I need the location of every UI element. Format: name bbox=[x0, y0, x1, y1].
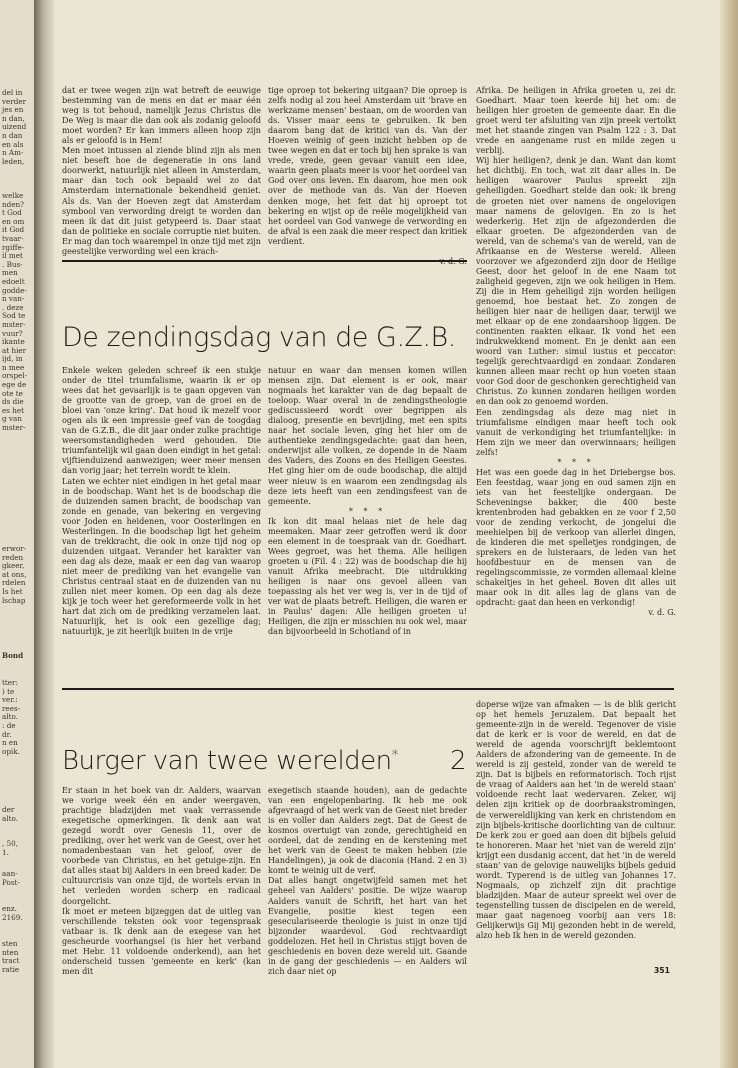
right-paragraph-2: Wij hier heiligen?, denk je dan. Want dan komt het dichtbij. En toch, wat zit daar alles in. De heiligen waarover Paulus spreekt zijn geheiligden. Goedhart stelde dan ook: ik breng de groeten niet over namens de ongelovigen maar namens de gelovigen. En zo is het wederkerig. Het zijn de afgezonderden die elkaar groeten. De afgezonderden van de wereld, van de schema's van de wereld, van de Afrikaanse en de Westerse wereld. Alleen voorzover we afgezonderd zijn door de Heilige Geest, door het geloof in de ene Naam tot zaligheid gegeven, zijn we ook heiligen in Hem. Zij die in Hem geheiligd zijn worden heiligen genoemd, hoe bestaat het. Zo zongen de heiligen hier naar de heiligen daar, terwijl we met elkaar op de ene zondaarshoop liggen. De continenten raakten elkaar. Ik vond het een indrukwekkend moment. En je denkt aan een woord van Luther: simul iustus et peccator: tegelijk gerechtvaardigd en zondaar. Zondaren kunnen alleen maar recht op hun voeten staan voor God door de geschonken gerechtigheid van Christus. Zo kunnen zondaren heiligen worden en dan ook zo genoemd worden. bbox=[476, 156, 676, 407]
left-fragment-group-10: sten nten tract ratie bbox=[2, 939, 20, 974]
zending-column-1 bbox=[62, 366, 261, 637]
left-fragment-group-2: welke nden? t God en om it God tvaar- rgiffe- il met . Bus- men edoelt godde- n van- . deze Sod te mster- vuur? ikante at hier ijd, in n mee orspel- ege de ote te ds die es het g van mster- bbox=[2, 191, 28, 433]
burger-col2-paragraph-1: exegetisch staande houden), aan de gedachte van een engelopenbaring. Ik heb me ook afgevraagd of het werk van de Geest niet breder is en voller dan Aalders zegt. Dat de Geest de kosmos overtuigt van zonde, gerechtigheid en oordeel, dat de zending en de kerstening met het werk van de Geest te maken hebben (zie Handelingen), ja ook de diaconia (Hand. 2 en 3) komt te weinig uit de verf. bbox=[268, 786, 467, 876]
right-signature: v. d. G. bbox=[648, 608, 676, 618]
zending-col1-paragraph-1: Enkele weken geleden schreef ik een stukje onder de titel triumfalisme, waarin ik er op wees dat het gevaarlijk is te gaan opgeven van de grootte van de groep, van de groei en de bloei van 'onze kring'. Dat houd ik mezelf voor ogen als ik een impressie geef van de toogdag van de G.Z.B., die dit jaar onder zulke prachtige weersomstandigheden werd gehouden. Die triumfantelijk wil gaan doen eindigt in het getal: vijftienduizend aanwezigen; weer meer mensen dan vorig jaar; het terrein wordt te klein. bbox=[62, 366, 261, 476]
left-page-fragment bbox=[0, 0, 36, 1068]
burger-footnote-mark: * bbox=[391, 747, 399, 764]
burger-column-1 bbox=[62, 786, 261, 977]
page-number: 351 bbox=[654, 966, 670, 975]
book-spine bbox=[34, 0, 54, 1068]
burger-title: Burger van twee werelden bbox=[62, 746, 392, 776]
top-col1-paragraph-2: Men moet intussen al ziende blind zijn als men niet beseft hoe de degeneratie in ons land doorwerkt, natuurlijk niet alleen in Amsterdam, maar dan toch ook bepaald wel zo dat Amsterdam internationale bekendheid geniet. Als ds. Van der Hoeven zegt dat Amsterdam symbool van verwording dreigt te worden dan meen ik dat dit juist getypeerd is. Daar staat dan de politieke en sociale corruptie niet buiten. Er mag dan toch waarempel in onze tijd met zijn geestelijke verwording wel een krach- bbox=[62, 146, 261, 256]
left-fragment-group-3: erwor- reden gkeer, at ons, rdelen Is het lschap bbox=[2, 544, 27, 605]
top-column-2 bbox=[268, 86, 467, 267]
burger-headline bbox=[62, 746, 398, 776]
left-fragment-group-5: tter: ) te ver.: rees- alto. : de dr. n en opik. bbox=[2, 678, 21, 756]
right-section-break: * * * bbox=[557, 457, 595, 467]
top-col1-paragraph-1: dat er twee wegen zijn wat betreft de eeuwige bestemming van de mens en dat er maar één weg is tot behoud, namelijk Jezus Christus die De Weg is maar die dan ook als zodanig geloofd moet worden? Er kan immers alleen hoop zijn als er geloofd is in Hem! bbox=[62, 86, 261, 146]
burger-col3-paragraph: doperse wijze van afmaken — is de blik gericht op het hemels Jeruzalem. Dat bepaalt het gemeente-zijn in de wereld. Tegenover de visie dat de kerk er is voor de wereld, en dat de wereld de agenda voorschrijft beklemtoont Aalders de afzondering van de gemeente. In de wereld is zij gesteld, zonder van de wereld te zijn. Dat is bijbels en reformatorisch. Toch rijst de vraag of Aalders aan het 'in de wereld staan' voldoende recht laat wedervaren. Zeker, wij delen zijn kritiek op de doorbraakstromingen, de verwereldlijking van kerk en christendom en zijn bijbels-kritische doorlichting van de cultuur. De kerk zou er goed aan doen dit bijbels geluid te honoreren. Maar het 'niet van de wereld zijn' krijgt een dusdanig accent, dat het 'in de wereld staan' van de gelovige nauwelijks bijbels geduid wordt. Typerend is de uitleg van Johannes 17. Nogmaals, op zichzelf zijn dit prachtige bladzijden. Maar de auteur spreekt wel over de tegenstelling tussen de discipelen en de wereld, maar gaat nagenoeg voorbij aan vers 18: Gelijkerwijs Gij Mij gezonden hebt in de wereld, alzo heb Ik hen in de wereld gezonden. bbox=[476, 700, 676, 941]
burger-column-2 bbox=[268, 786, 467, 977]
left-fragment-group-1: del in verder jes en n dan, uizend n dan en als n Am- leden, bbox=[2, 88, 27, 166]
burger-column-3 bbox=[476, 700, 676, 941]
left-fragment-group-8: aan- Post- bbox=[2, 869, 20, 887]
burger-col1-paragraph-1: Er staan in het boek van dr. Aalders, waarvan we vorige week één en ander weergaven, prachtige bladzijden met vaak verrassende exegetische opmerkingen. Ik denk aan wat gezegd wordt over Genesis 11, over de prediking, over het werk van de Geest, over het nomadenbestaan van het geloof, over de voorbede van Christus, en het getuige-zijn. En dat alles staat bij Aalders in een breed kader. De cultuurcrisis van onze tijd, de wortels ervan in het verleden worden scherp en radicaal doorgelicht. bbox=[62, 786, 261, 906]
right-column bbox=[476, 86, 676, 618]
burger-col2-paragraph-2: Dat alles hangt ongetwijfeld samen met het geheel van Aalders' positie. De wijze waarop Aalders vanuit de Schrift, het hart van het Evangelie, positie kiest tegen een geseculariseerde theologie is juist in onze tijd bijzonder waardevol. God rechtvaardigt goddelozen. Het heil in Christus stijgt boven de geschiedenis en boven deze wereld uit. Gaande in de gang der geschiedenis — en Aalders wil zich daar niet op bbox=[268, 876, 467, 976]
zending-headline: De zendingsdag van de G.Z.B. bbox=[62, 322, 456, 353]
zending-col1-paragraph-2: Laten we echter niet eindigen in het getal maar in de boodschap. Want het is de boodschap die de duizenden samen bracht, de boodschap van zonde en genade, van bekering en vergeving voor Joden en heidenen, voor Oosterlingen en Westerlingen. In die boodschap ligt het geheim van de trekkracht, die ook in onze tijd nog op duizenden uitgaat. Verander het karakter van een dag als deze, maak er een dag van waarop niet meer de prediking van het evangelie van Christus centraal staat en de duizenden van nu zullen niet meer komen. Op een dag als deze kijk je toch weer het gereformeerde volk in het hart dat zich om de prediking verzamelen laat. Natuurlijk, het is ook een gezellige dag; natuurlijk, je zit heerlijk buiten in de vrije bbox=[62, 476, 261, 637]
left-fragment-group-7: , 50, 1. bbox=[2, 839, 18, 857]
zending-column-2 bbox=[268, 366, 467, 637]
zending-section-break: * * * bbox=[348, 506, 387, 516]
divider-rule-top bbox=[62, 260, 467, 262]
right-paragraph-3: Een zendingsdag als deze mag niet in triumfalisme eindigen maar heeft toch ook vanuit de verkondiging het triumfantelijke: in Hem zijn we meer dan overwinnaars; heiligen zelfs! bbox=[476, 407, 676, 457]
right-paragraph-4: Het was een goede dag in het Driebergse bos. Een feestdag, waar jong en oud samen zijn en iets van het feestelijke ondergaan. De Scheveningse bakker, die 400 beste krentenbroden had gebakken en ze voor f 2,50 voor de zending verkocht, de jongelui die meehielpen bij de verkoop van allerlei dingen, de kinderen die met spelletjes rondgingen, de sprekers en de luisteraars, de leden van het hoofdbestuur en de mensen van de regelingscommissie, ze vormden allemaal kleine schakeltjes in het geheel. Boven dit alles uit maar ook in dit alles lag de glans van de opdracht: gaat dan heen en verkondig! bbox=[476, 467, 676, 608]
burger-part-number: 2 bbox=[450, 746, 467, 776]
burger-col1-paragraph-2: Ik moet er meteen bijzeggen dat de uitleg van verschillende teksten ook voor tegenspraak vatbaar is. Ik denk aan de exegese van het gescheurde voorhangsel (is hier het verband met Hebr. 11 voldoende onderkend), aan het onderscheid tussen 'gemeente en kerk' (kan men dit bbox=[62, 906, 261, 976]
left-fragment-group-9: enz. 2169. bbox=[2, 904, 23, 922]
page-edge bbox=[720, 0, 738, 1068]
left-fragment-group-6: der alto. bbox=[2, 805, 18, 823]
top-column-1 bbox=[62, 86, 261, 257]
zending-col2-paragraph-1: natuur en waar dan mensen komen willen mensen zijn. Dat element is er ook, maar nogmaals het karakter van de dag bepaalt de toeloop. Waar overal in de zendingstheologie gediscussieerd wordt over begrippen als dialoog, presentie en bevrijding, met een spits naar het sociale leven, ging het hier om de authentieke zendingsgedachte: gaat dan heen, onderwijst alle volken, ze dopende in de Naam des Vaders, des Zoons en des Heiligen Geestes. Het ging hier om de oude boodschap, die altijd weer nieuw is en waarom een zendingsdag als deze iets heeft van een zendingsfeest van de gemeente. bbox=[268, 366, 467, 506]
zending-col2-paragraph-2: Ik kon dit maal helaas niet de hele dag meemaken. Maar zeer getroffen werd ik door een element in de toespraak van dr. Goedhart. Wees gegroet, was het thema. Alle heiligen groeten u (Fil. 4 : 22) was de boodschap die hij vanuit Afrika meebracht. Die uitdrukking heiligen is naar ons gevoel alleen van toepassing als het ver weg is, ver in de tijd of ver wat de plaats betreft. Heiligen, die waren er in Paulus' dagen: Alle heiligen groeten u! Heiligen, die zijn er misschien nu ook wel, maar dan bijvoorbeeld in Schotland of in bbox=[268, 516, 467, 637]
right-paragraph-1: Afrika. De heiligen in Afrika groeten u, zei dr. Goedhart. Maar toen keerde hij het om: de heiligen hier groeten de gemeente daar. En die groet werd ter afsluiting van zijn preek vertolkt met het staande zingen van Psalm 122 : 3. Dat vrede en aangename rust en milde zegen u verblij. bbox=[476, 86, 676, 156]
divider-rule-middle bbox=[62, 688, 674, 690]
top-col2-paragraph: tige oproep tot bekering uitgaan? Die oproep is zelfs nodig al zou heel Amsterdam uit 'brave en werkzame mensen' bestaan, om de woorden van ds. Visser maar eens te gebruiken. Ik ben daarom bang dat de kritici van ds. Van der Hoeven weinig of geen inzicht hebben op de twee wegen en dat er toch bij hen sprake is van vrede, vrede, geen gevaar vanuit een idee, waarin geen plaats meer is voor het oordeel van God over ons leven. En daarom, hoe men ook over de methode van ds. Van der Hoeven denken moge, het feit dat hij oproept tot bekering en wijst op de reële mogelijkheid van het oordeel van God vanwege de verwording en de afval is een zaak die meer respect dan kritiek verdient. bbox=[268, 86, 467, 246]
left-fragment-group-4: Bond bbox=[2, 651, 24, 660]
